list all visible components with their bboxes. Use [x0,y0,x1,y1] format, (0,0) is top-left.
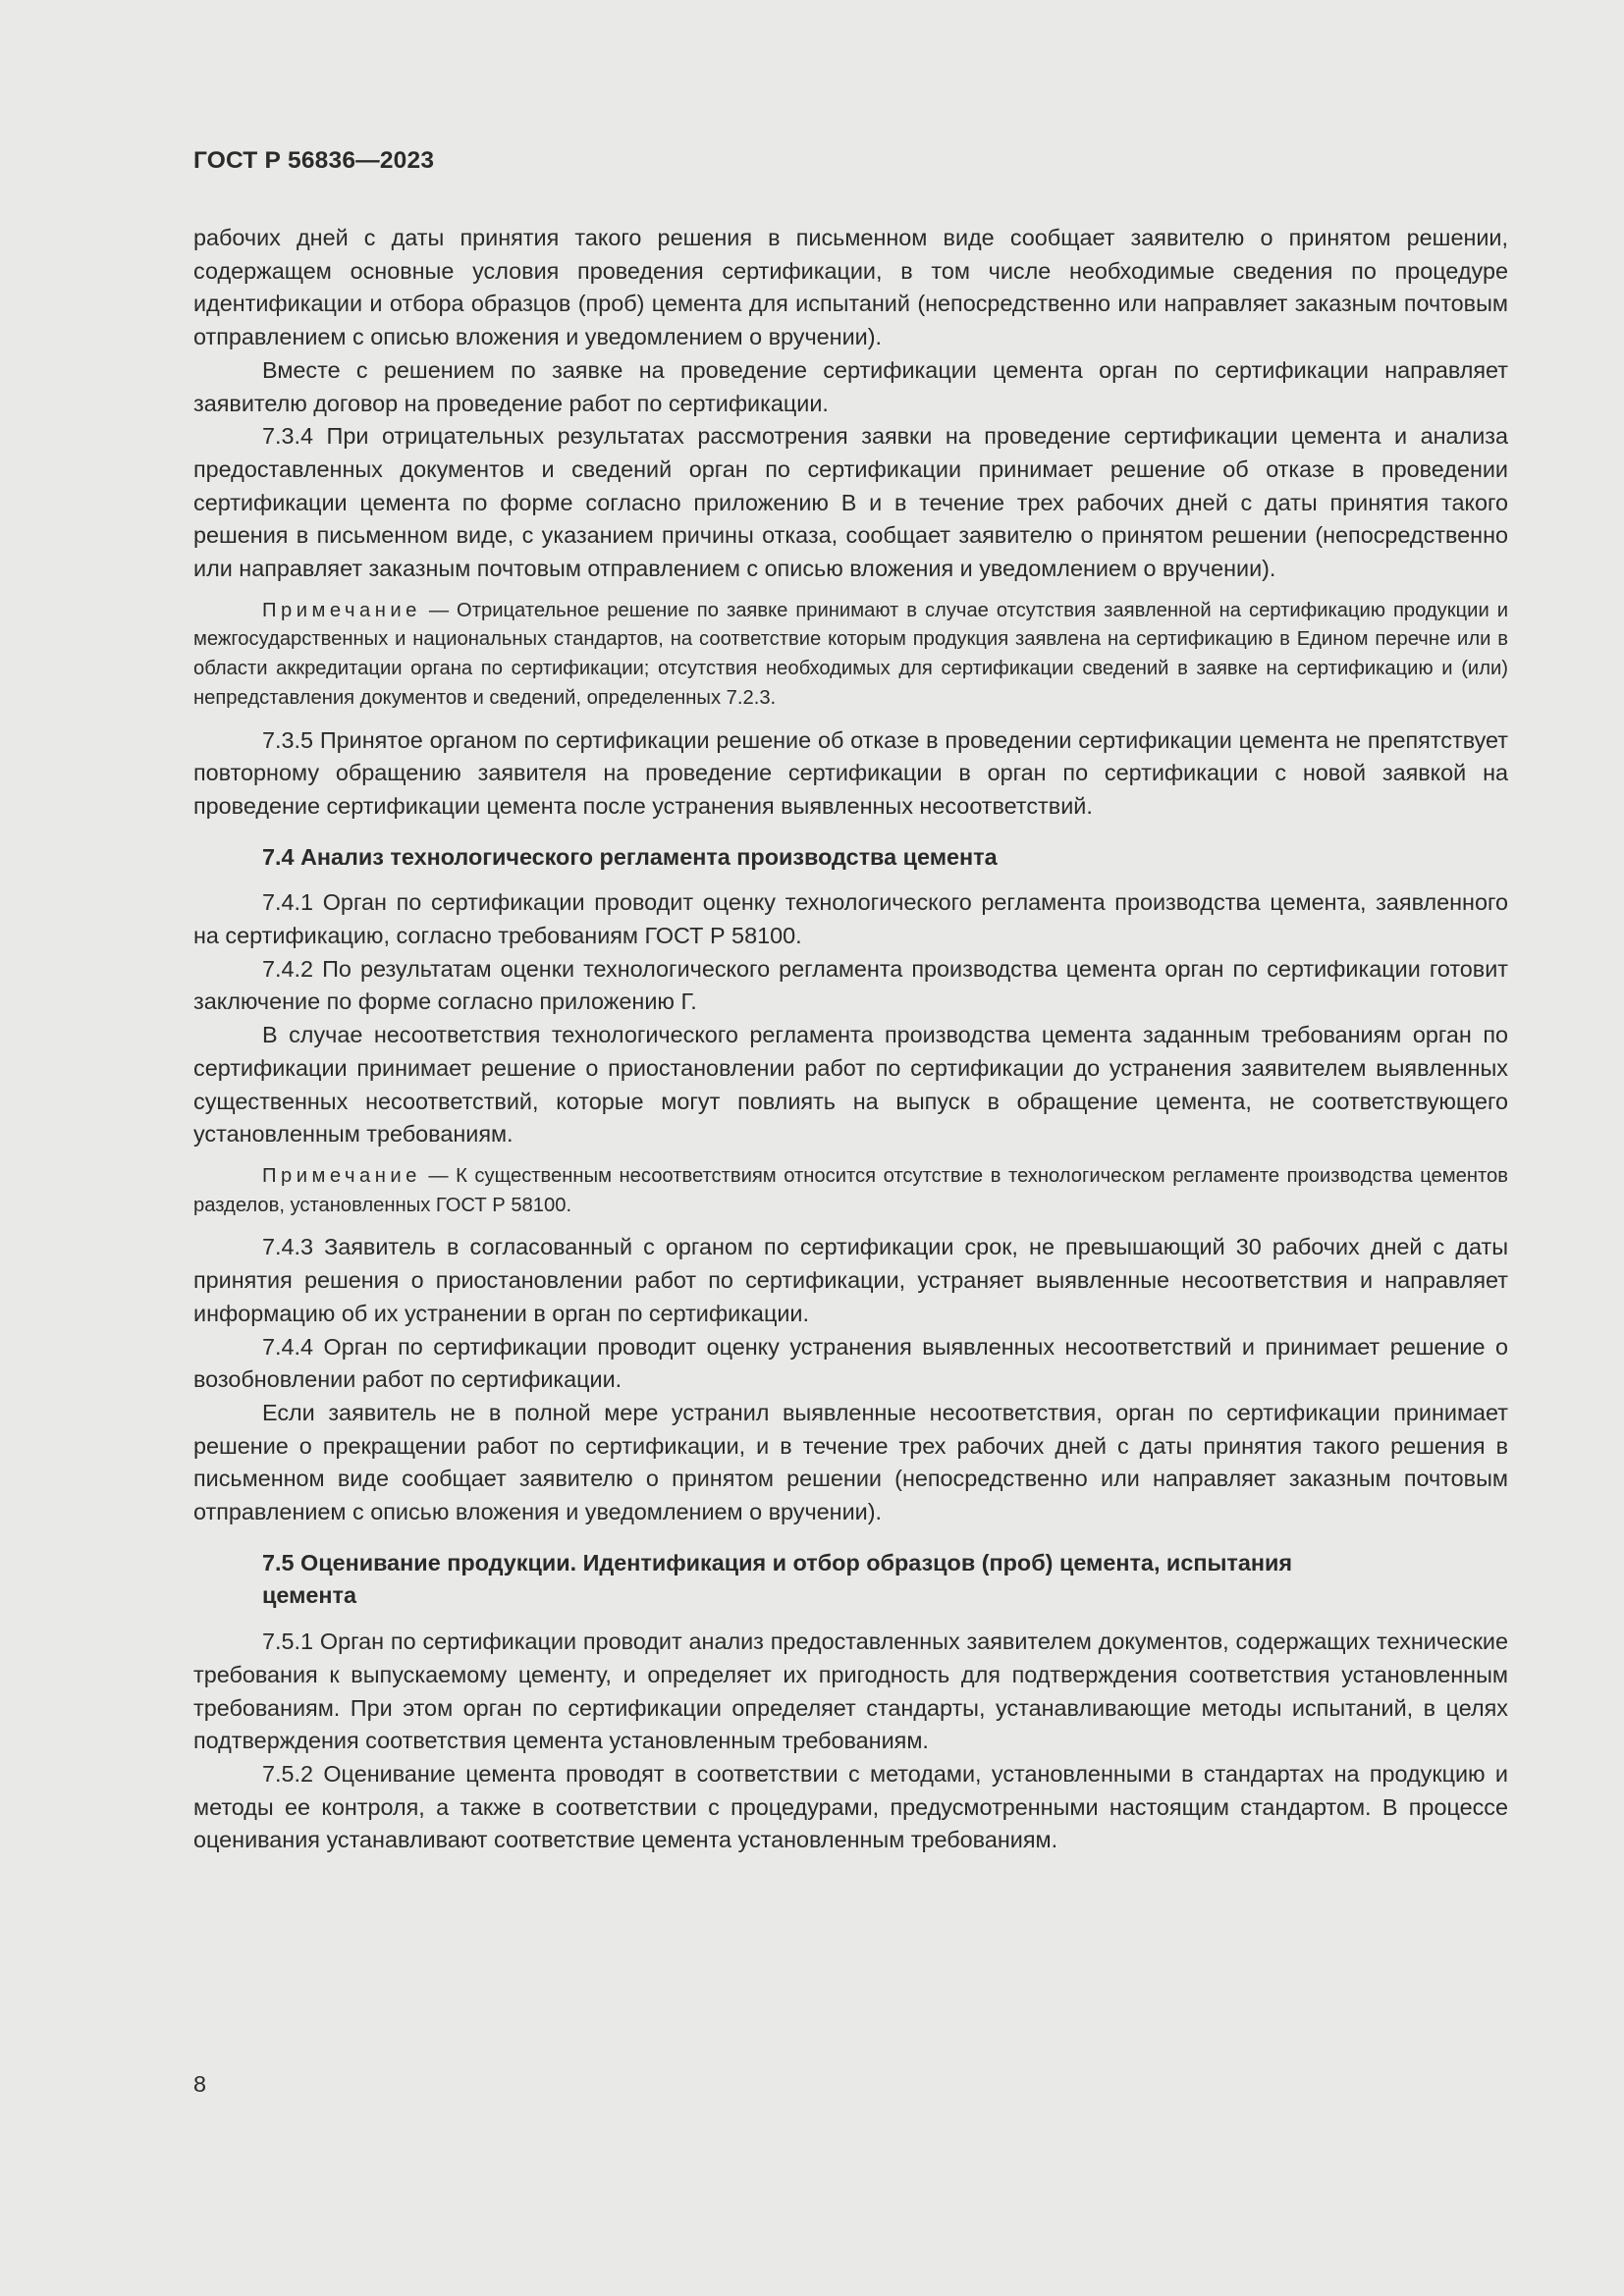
note-text: — Отрицательное решение по заявке принимают в случае отсутствия заявленной на сертификацию продукции и межгосударственных и национальных стандартов, на соответствие которым продукция заявлена на сертификацию в Едином перечне или в области аккредитации органа по сертификации; отсутствия необходимых для сертификации сведений в заявке на сертификацию и (или) непредставления документов и сведений, определенных 7.2.3. [193,599,1508,709]
paragraph: 7.3.5 Принятое органом по сертификации решение об отказе в проведении сертификации цемента не препятствует повторному обращению заявителя на проведение сертификации в орган по сертификации с новой заявкой на проведение сертификации цемента после устранения выявленных несоответствий. [193,726,1508,819]
note [193,597,1508,714]
paragraph: Если заявитель не в полной мере устранил выявленные несоответствия, орган по сертификации принимает решение о прекращении работ по сертификации, и в течение трех рабочих дней с даты принятия такого решения в письменном виде сообщает заявителю о принятом решении (непосредственно или направляет заказным почтовым отправлением с описью вложения и уведомлением о вручении). [193,1399,1508,1525]
note-label: Примечание [262,599,421,621]
paragraph: 7.4.2 По результатам оценки технологического регламента производства цемента орган по сертификации готовит заключение по форме согласно приложению Г. [193,955,1508,1015]
section-heading: 7.5 Оценивание продукции. Идентификация и отбор образцов (проб) цемента, испытания цемента [262,1549,1293,1609]
note [193,1162,1508,1220]
page-number: 8 [193,2071,207,2097]
paragraph: В случае несоответствия технологического регламента производства цемента заданным требованиям орган по сертификации принимает решение о приостановлении работ по сертификации до устранения заявителем выявленных существенных несоответствий, которые могут повлиять на выпуск в обращение цемента, не соответствующего установленным требованиям. [193,1022,1508,1148]
paragraph: 7.4.4 Орган по сертификации проводит оценку устранения выявленных несоответствий и принимает решение о возобновлении работ по сертификации. [193,1333,1508,1393]
document-body [193,222,1508,1857]
paragraph: 7.5.2 Оценивание цемента проводят в соответствии с методами, установленными в стандартах на продукцию и методы ее контроля, а также в соответствии с процедурами, предусмотренными настоящим стандартом. В процессе оценивания устанавливают соответствие цемента установленным требованиям. [193,1760,1508,1853]
paragraph: 7.4.1 Орган по сертификации проводит оценку технологического регламента производства цемента, заявленного на сертификацию, согласно требованиям ГОСТ Р 58100. [193,889,1508,949]
paragraph: рабочих дней с даты принятия такого решения в письменном виде сообщает заявителю о принятом решении, содержащем основные условия проведения сертификации, в том числе необходимые сведения по процедуре идентификации и отбора образцов (проб) цемента для испытаний (непосредственно или направляет заказным почтовым отправлением с описью вложения и уведомлением о вручении). [193,225,1508,350]
paragraph: Вместе с решением по заявке на проведение сертификации цемента орган по сертификации направляет заявителю договор на проведение работ по сертификации. [193,356,1508,416]
section-heading: 7.4 Анализ технологического регламента производства цемента [262,843,998,870]
paragraph: 7.5.1 Орган по сертификации проводит анализ предоставленных заявителем документов, содержащих технические требования к выпускаемому цементу, и определяет их пригодность для подтверждения соответствия установленным требованиям. При этом орган по сертификации определяет стандарты, устанавливающие методы испытаний, в целях подтверждения соответствия цемента установленным требованиям. [193,1629,1508,1754]
note-text: — К существенным несоответствиям относится отсутствие в технологическом регламенте производства цементов разделов, установленных ГОСТ Р 58100. [193,1164,1508,1216]
document-header: ГОСТ Р 56836—2023 [193,147,435,174]
note-label: Примечание [262,1164,421,1187]
paragraph: 7.4.3 Заявитель в согласованный с органом по сертификации срок, не превышающий 30 рабочих дней с даты принятия решения о приостановлении работ по сертификации, устраняет выявленные несоответствия и направляет информацию об их устранении в орган по сертификации. [193,1234,1508,1326]
paragraph: 7.3.4 При отрицательных результатах рассмотрения заявки на проведение сертификации цемента и анализа предоставленных документов и сведений орган по сертификации принимает решение об отказе в проведении сертификации цемента по форме согласно приложению В и в течение трех рабочих дней с даты принятия такого решения в письменном виде, с указанием причины отказа, сообщает заявителю о принятом решении (непосредственно или направляет заказным почтовым отправлением с описью вложения и уведомлением о вручении). [193,423,1508,582]
